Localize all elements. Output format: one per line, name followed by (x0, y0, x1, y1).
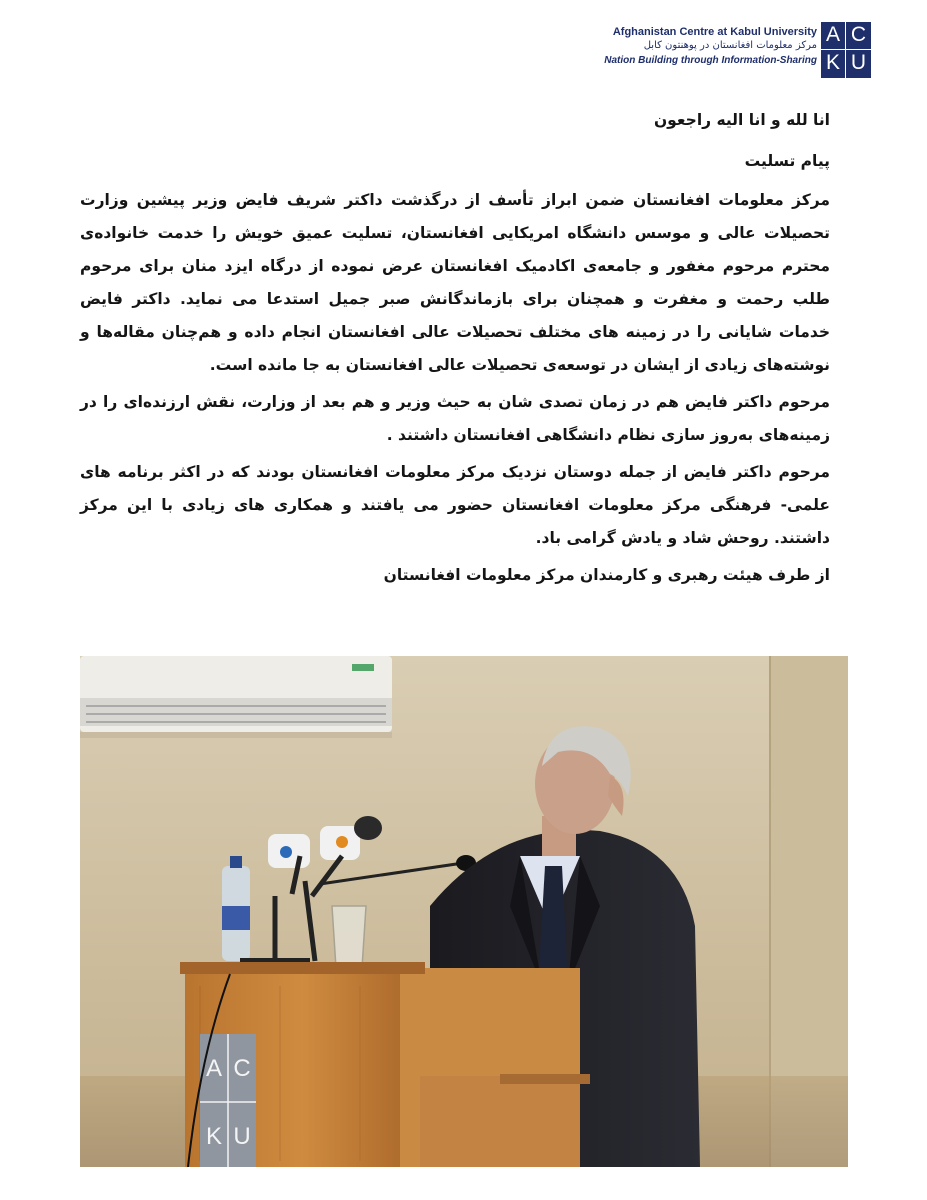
glass (332, 906, 366, 968)
logo-letter: C (846, 22, 871, 50)
acku-logo (821, 22, 871, 78)
letterhead-text (604, 22, 817, 69)
podium-logo (200, 1034, 256, 1167)
org-name-en: Afghanistan Centre at Kabul University (612, 26, 817, 38)
opening-verse: انا لله و انا الیه راجعون (653, 111, 830, 129)
air-conditioner (80, 656, 392, 738)
org-name-fa: مرکز معلومات افغانستان در پوهنتون کابل (643, 40, 817, 51)
signature: از طرف هیئت رهبری و کارمندان مرکز معلومات افغانستان (383, 566, 830, 584)
podium-logo-letter: C (233, 1055, 251, 1082)
speaker-photo-illustration (80, 656, 848, 1167)
letterhead (604, 22, 871, 80)
paragraph: مرحوم داکتر فایض هم در زمان تصدی شان به حیث وزیر و هم بعد از وزارت، نقش ارزنده‌ای را در زمینه‌های به‌روز سازی نظام دانشگاهی افغانستان داشتند . (80, 393, 830, 444)
podium-logo-letter: K (205, 1123, 223, 1150)
podium-logo-letter: A (205, 1055, 223, 1082)
logo-letter: K (821, 50, 846, 78)
speaker-photo (80, 656, 848, 1167)
letter-title: پیام تسلیت (744, 152, 830, 170)
condolence-letter (80, 104, 830, 596)
logo-letter: U (850, 51, 867, 74)
paragraph: مرحوم داکتر فایض از جمله دوستان نزدیک مرکز معلومات افغانستان بودند که در اکثر برنامه های علمی- فرهنگی مرکز معلومات افغانستان حضور می یافتند و همکاری های زیادی با این مرکز داشتند. روحش شاد و یادش گرامی باد. (80, 463, 830, 547)
paragraph: مرکز معلومات افغانستان ضمن ابراز تأسف از درگذشت داکتر شریف فایض وزیر پیشین وزارت تحصیلات عالی و موسس دانشگاه امریکایی افغانستان، تسلیت عمیق خویش را خدمت خانواده‌ی محترم مرحوم مغفور و جامعه‌ی اکادمیک افغانستان عرض نموده از درگاه ایزد منان برای مرحوم طلب رحمت و مغفرت و همچنان برای بازماندگانش صبر جمیل استدعا می نماید. داکتر فایض خدمات شایانی را در زمینه های مختلف تحصیلات عالی افغانستان انجام داده و هم‌چنان مقاله‌ها و نوشته‌های زیادی از ایشان در توسعه‌ی تحصیلات عالی افغانستان به جا مانده است. (80, 191, 830, 374)
water-bottle (222, 856, 250, 961)
podium-logo-letter: U (233, 1123, 251, 1150)
logo-letter: A (821, 22, 846, 50)
tagline: Nation Building through Information-Sharing (604, 55, 817, 66)
